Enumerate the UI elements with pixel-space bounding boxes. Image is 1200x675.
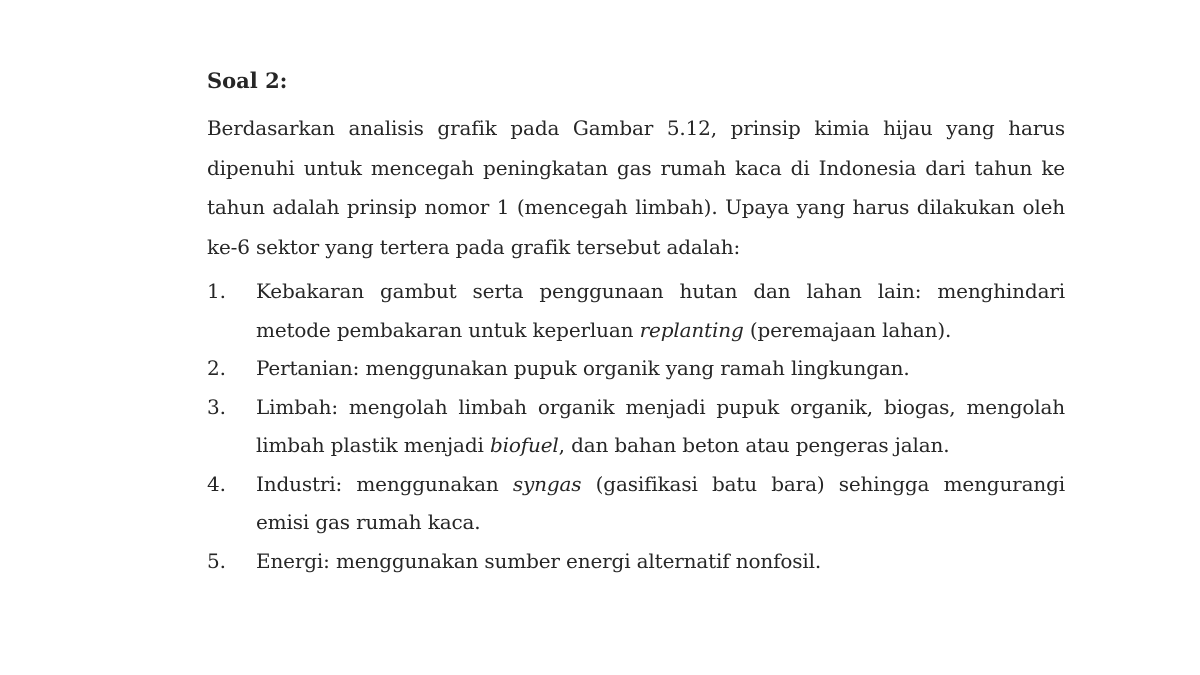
list-item-number: 1. — [207, 279, 226, 303]
italic-term: replanting — [639, 317, 744, 342]
question-title: Soal 2: — [207, 68, 288, 93]
list-item-number: 4. — [207, 471, 226, 496]
intro-paragraph: Berdasarkan analisis grafik pada Gambar 5.12, prinsip kimia hijau yang harus dipenuhi untuk mencegah peningkatan gas rumah kaca di Indonesia dari tahun ke tahun adalah prinsip nomor 1 (mencegah limbah). Upaya yang harus dilakukan oleh ke-6 sektor yang tertera pada grafik tersebut adalah: — [207, 116, 1065, 259]
document-page — [207, 62, 1065, 580]
list-item-number: 2. — [207, 356, 226, 380]
italic-term: biofuel — [489, 433, 559, 457]
list-item — [207, 272, 1065, 349]
list-item-text: Pertanian: menggunakan pupuk organik yang ramah lingkungan. — [256, 356, 910, 380]
list-item — [207, 349, 1065, 388]
list-item-text: Limbah: mengolah limbah organik menjadi pupuk organik, biogas, mengolah limbah plastik menjadi biofuel, dan bahan beton atau pengeras jalan. — [256, 394, 1065, 457]
list-item — [207, 542, 1065, 581]
italic-term: syngas — [512, 471, 582, 496]
list-item-text: Kebakaran gambut serta penggunaan hutan dan lahan lain: menghindari metode pembakaran untuk keperluan replanting (peremajaan lahan). — [256, 279, 1065, 342]
answer-list — [207, 272, 1065, 580]
list-item-number: 5. — [207, 548, 226, 573]
list-item-text: Energi: menggunakan sumber energi alternatif nonfosil. — [256, 548, 822, 573]
list-item-text: Industri: menggunakan syngas (gasifikasi batu bara) sehingga mengurangi emisi gas rumah kaca. — [256, 471, 1065, 534]
list-item — [207, 388, 1065, 465]
list-item — [207, 465, 1065, 542]
list-item-number: 3. — [207, 394, 226, 419]
